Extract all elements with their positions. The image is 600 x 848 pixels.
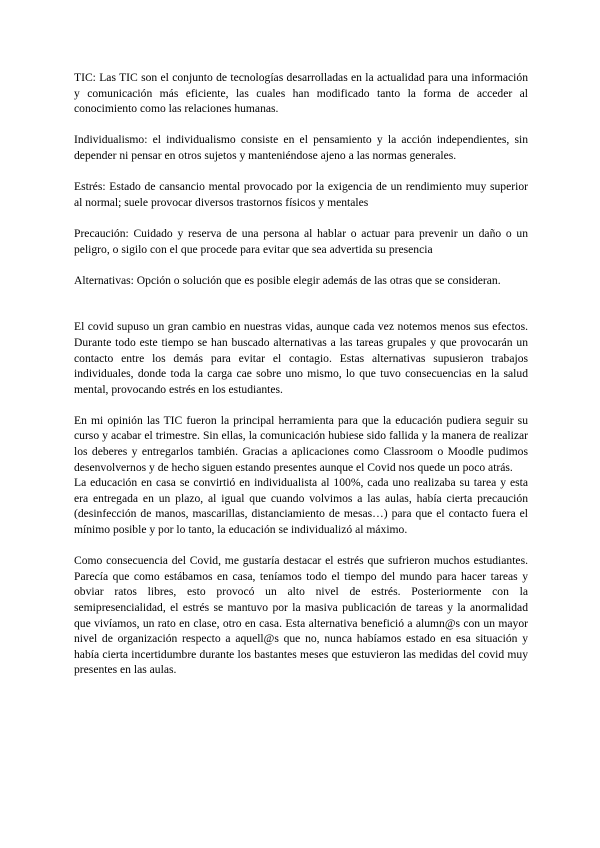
essay-paragraph-individualismo: La educación en casa se convirtió en individualista al 100%, cada uno realizaba su tarea y esta era entregada en un plazo, al igual que cuando volvimos a las aulas, había cierta precaución (desinfección de manos, mascarillas, distanciamiento de mesas…) para que el contacto fuera el mínimo posible y por lo tanto, la educación se individualizó al máximo. — [74, 476, 528, 537]
definition-tic: TIC: Las TIC son el conjunto de tecnologías desarrolladas en la actualidad para una información y comunicación más eficiente, las cuales han modificado tanto la forma de acceder al conocimiento como las relaciones humanas. — [74, 71, 528, 116]
definition-alternativas: Alternativas: Opción o solución que es posible elegir además de las otras que se consideran. — [74, 273, 501, 287]
definition-individualismo: Individualismo: el individualismo consiste en el pensamiento y la acción independientes, sin depender ni pensar en otros sujetos y manteniéndose ajeno a las normas generales. — [74, 133, 528, 162]
essay-paragraph-estres: Como consecuencia del Covid, me gustaría destacar el estrés que sufrieron muchos estudiantes. Parecía que como estábamos en casa, teníamos todo el tiempo del mundo para hacer tareas y obviar ratos libres, esto provocó un alto nivel de estrés. Posteriormente con la semipresencialidad, el estrés se mantuvo por la masiva publicación de tareas y la anormalidad que vivíamos, un rato en clase, otro en casa. Esta alternativa benefició a alumn@s con un mayor nivel de organización respecto a aquell@s que no, nunca habíamos estado en esa situación y había cierta incertidumbre durante los bastantes meses que estuvieron las medidas del covid muy presentes en las aulas. — [74, 554, 528, 677]
definition-estres: Estrés: Estado de cansancio mental provocado por la exigencia de un rendimiento muy superior al normal; suele provocar diversos trastornos físicos y mentales — [74, 180, 528, 209]
essay-paragraph-covid: El covid supuso un gran cambio en nuestras vidas, aunque cada vez notemos menos sus efectos. Durante todo este tiempo se han buscado alternativas a las tareas grupales y que provocarán un contacto entre los demás para evitar el contagio. Estas alternativas supusieron trabajos individuales, donde toda la carga cae sobre uno mismo, lo que tuvo consecuencias en la salud mental, provocando estrés en los estudiantes. — [74, 320, 528, 396]
essay-paragraph-tic: En mi opinión las TIC fueron la principal herramienta para que la educación pudiera seguir su curso y acabar el trimestre. Sin ellas, la comunicación hubiese sido fallida y la manera de realizar los deberes y entregarlos también. Gracias a aplicaciones como Classroom o Moodle pudimos desenvolvernos y de hecho siguen estando presentes aunque el Covid nos quede un poco atrás. — [74, 413, 528, 474]
definition-precaucion: Precaución: Cuidado y reserva de una persona al hablar o actuar para prevenir un daño o un peligro, o sigilo con el que procede para evitar que sea advertida su presencia — [74, 226, 528, 256]
document-page — [74, 70, 528, 678]
